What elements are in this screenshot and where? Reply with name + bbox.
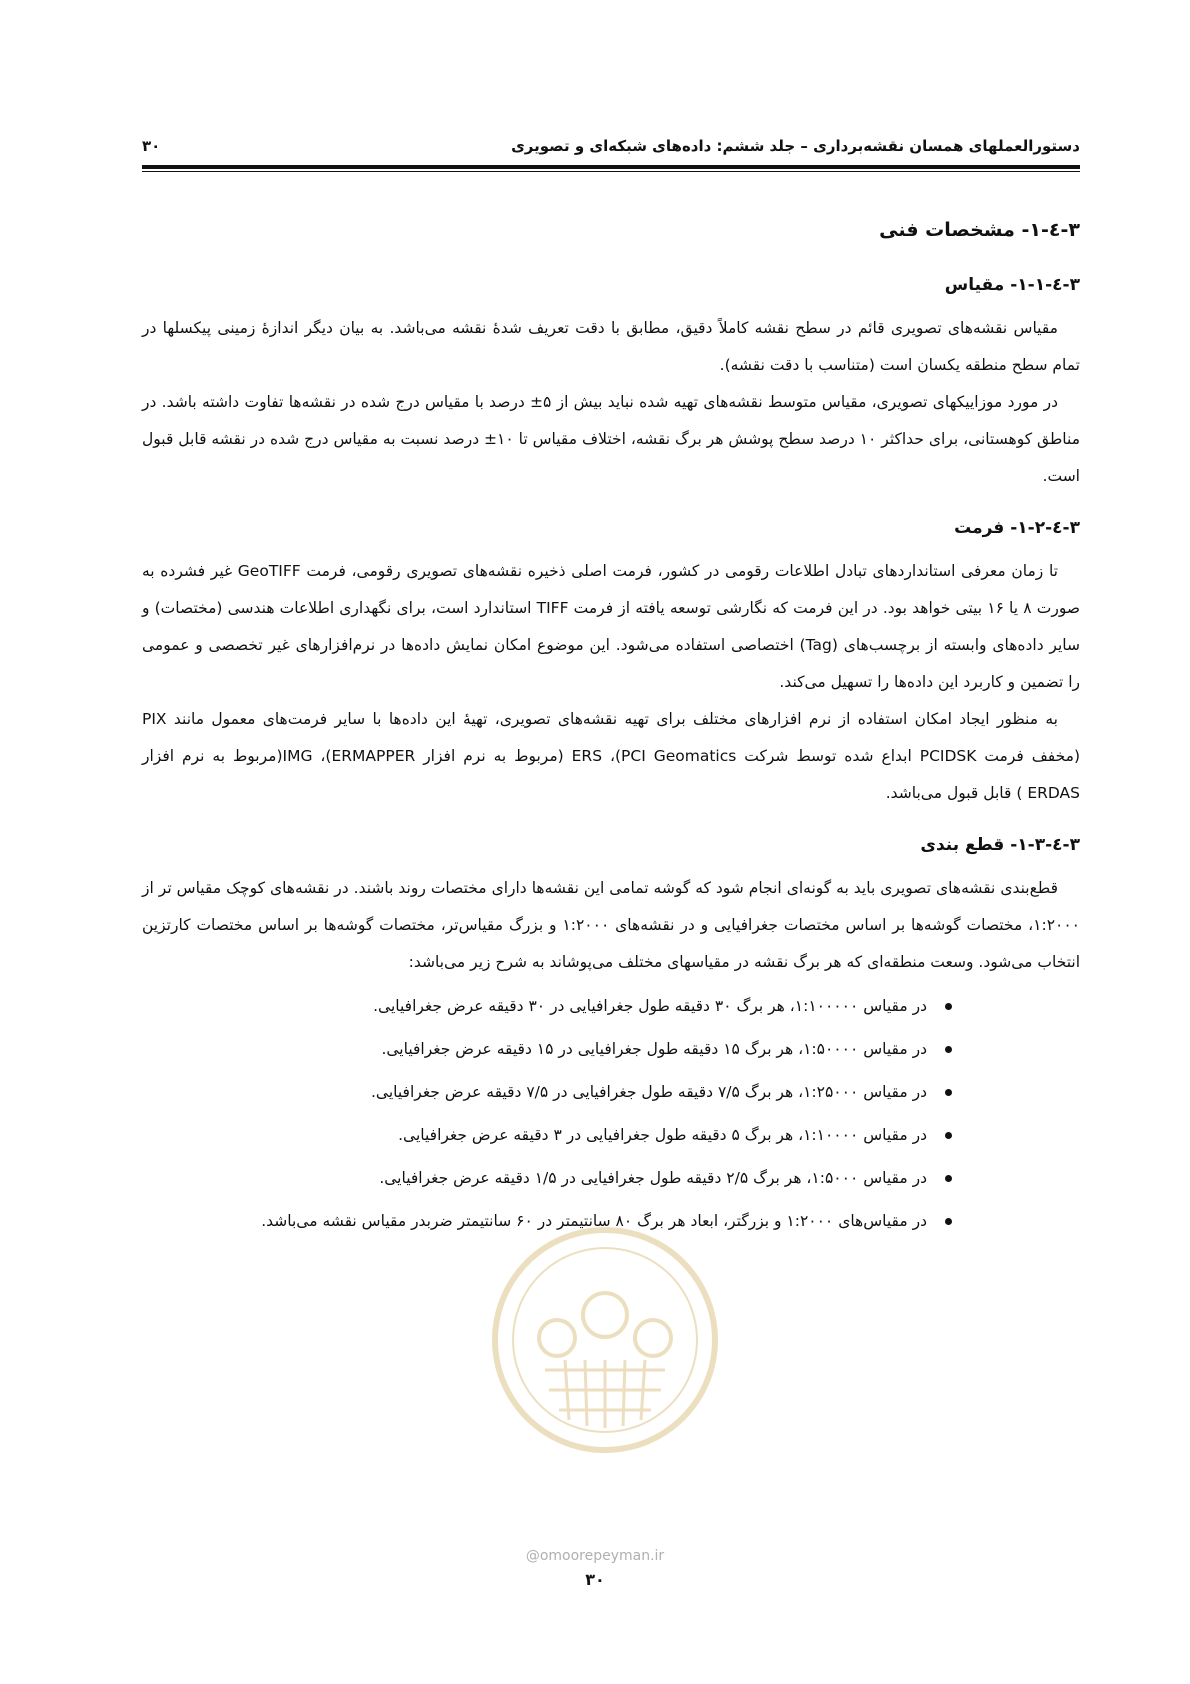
bullet-icon <box>945 1046 952 1053</box>
paragraph-scale-1: مقیاس نقشه‌های تصویری قائم در سطح نقشه کاملاً دقیق، مطابق با دقت تعریف شدهٔ نقشه می‌باشد. به بیان دیگر اندازهٔ زمینی پیکسلها در تمام سطح منطقه یکسان است (متناسب با دقت نقشه). <box>142 319 1080 374</box>
bullet-icon <box>945 1218 952 1225</box>
list-item-text: در مقیاس ۱:۵۰۰۰، هر برگ ۲/۵ دقیقه طول جغرافیایی در ۱/۵ دقیقه عرض جغرافیایی. <box>379 1169 927 1187</box>
header-rule-thick <box>142 165 1080 169</box>
page-body <box>142 200 1080 1243</box>
bullet-icon <box>945 1003 952 1010</box>
list-item-text: در مقیاس ۱:۱۰۰۰۰۰، هر برگ ۳۰ دقیقه طول جغرافیایی در ۳۰ دقیقه عرض جغرافیایی. <box>373 997 927 1015</box>
paragraph-format-2: به منظور ایجاد امکان استفاده از نرم افزارهای مختلف برای تهیه نقشه‌های تصویری، تهیهٔ این داده‌ها با سایر فرمت‌های معمول مانند PIX (مخفف فرمت PCIDSK ابداع شده توسط شرکت PCI Geomatics)، ERS (مربوط به نرم افزار ERMAPPER)، IMG(مربوط به نرم افزار ERDAS ) قابل قبول می‌باشد. <box>142 710 1080 802</box>
subsection-heading-format: ۳-٤-۱-۲- فرمت <box>954 518 1080 538</box>
list-item <box>142 1157 1080 1200</box>
footer-page-number: ۳۰ <box>585 1570 605 1589</box>
paragraph-format-1: تا زمان معرفی استانداردهای تبادل اطلاعات رقومی در کشور، فرمت اصلی ذخیره نقشه‌های تصویری رقومی، فرمت GeoTIFF غیر فشرده به صورت ۸ یا ۱۶ بیتی خواهد بود. در این فرمت که نگارشی توسعه یافته از فرمت TIFF استاندارد است، برای نگهداری اطلاعات هندسی (مختصات) و سایر داده‌های وابسته از برچسب‌های (Tag) اختصاصی استفاده می‌شود. این موضوع امکان نمایش داده‌ها در نرم‌افزارهای غیر تخصصی و عمومی را تضمین و کاربرد این داده‌ها را تسهیل می‌کند. <box>142 562 1080 691</box>
list-item <box>142 1028 1080 1071</box>
section-heading-specs: ۳-٤-۱- مشخصات فنی <box>879 219 1080 241</box>
tiling-bullet-list <box>142 985 1080 1243</box>
header-title: دستورالعملهای همسان نقشه‌برداری – جلد ششم: داده‌های شبکه‌ای و تصویری <box>511 137 1080 155</box>
header-rule-thin <box>142 171 1080 172</box>
list-item-text: در مقیاس ۱:۵۰۰۰۰، هر برگ ۱۵ دقیقه طول جغرافیایی در ۱۵ دقیقه عرض جغرافیایی. <box>381 1040 927 1058</box>
bullet-icon <box>945 1089 952 1096</box>
watermark-seal-icon <box>485 1220 725 1460</box>
list-item-text: در مقیاس ۱:۲۵۰۰۰، هر برگ ۷/۵ دقیقه طول جغرافیایی در ۷/۵ دقیقه عرض جغرافیایی. <box>371 1083 927 1101</box>
subsection-heading-scale: ۳-٤-۱-۱- مقیاس <box>944 275 1080 295</box>
bullet-icon <box>945 1175 952 1182</box>
paragraph-scale-2: در مورد موزاییکهای تصویری، مقیاس متوسط نقشه‌های تهیه شده نباید بیش از ۵± درصد با مقیاس درج شده در نقشه‌ها تفاوت داشته باشد. در مناطق کوهستانی، برای حداکثر ۱۰ درصد سطح پوشش هر برگ نقشه، اختلاف مقیاس تا ۱۰± درصد نسبت به مقیاس درج شده در نقشه قابل قبول است. <box>142 393 1081 485</box>
watermark-site: @omoorepeyman.ir <box>525 1548 665 1564</box>
subsection-heading-tiling: ۳-٤-۱-۳- قطع بندی <box>920 835 1080 855</box>
list-item <box>142 1114 1080 1157</box>
bullet-icon <box>945 1132 952 1139</box>
header-page-number: ۳۰ <box>142 137 161 155</box>
list-item <box>142 985 1080 1028</box>
paragraph-tiling-1: قطع‌بندی نقشه‌های تصویری باید به گونه‌ای انجام شود که گوشه تمامی این نقشه‌ها دارای مختصات روند باشند. در نقشه‌های کوچک مقیاس تر از ۱:۲۰۰۰، مختصات گوشه‌ها بر اساس مختصات جغرافیایی و در نقشه‌های ۱:۲۰۰۰ و بزرگ مقیاس‌تر، مختصات گوشه‌ها بر اساس مختصات کارتزین انتخاب می‌شود. وسعت منطقه‌ای که هر برگ نقشه در مقیاسهای مختلف می‌پوشاند به شرح زیر می‌باشد: <box>142 879 1080 971</box>
list-item <box>142 1071 1080 1114</box>
list-item-text: در مقیاس‌های ۱:۲۰۰۰ و بزرگتر، ابعاد هر برگ ۸۰ سانتیمتر در ۶۰ سانتیمتر ضربدر مقیاس نقشه می‌باشد. <box>261 1212 927 1230</box>
list-item-text: در مقیاس ۱:۱۰۰۰۰، هر برگ ۵ دقیقه طول جغرافیایی در ۳ دقیقه عرض جغرافیایی. <box>398 1126 927 1144</box>
page-header <box>142 128 1080 164</box>
